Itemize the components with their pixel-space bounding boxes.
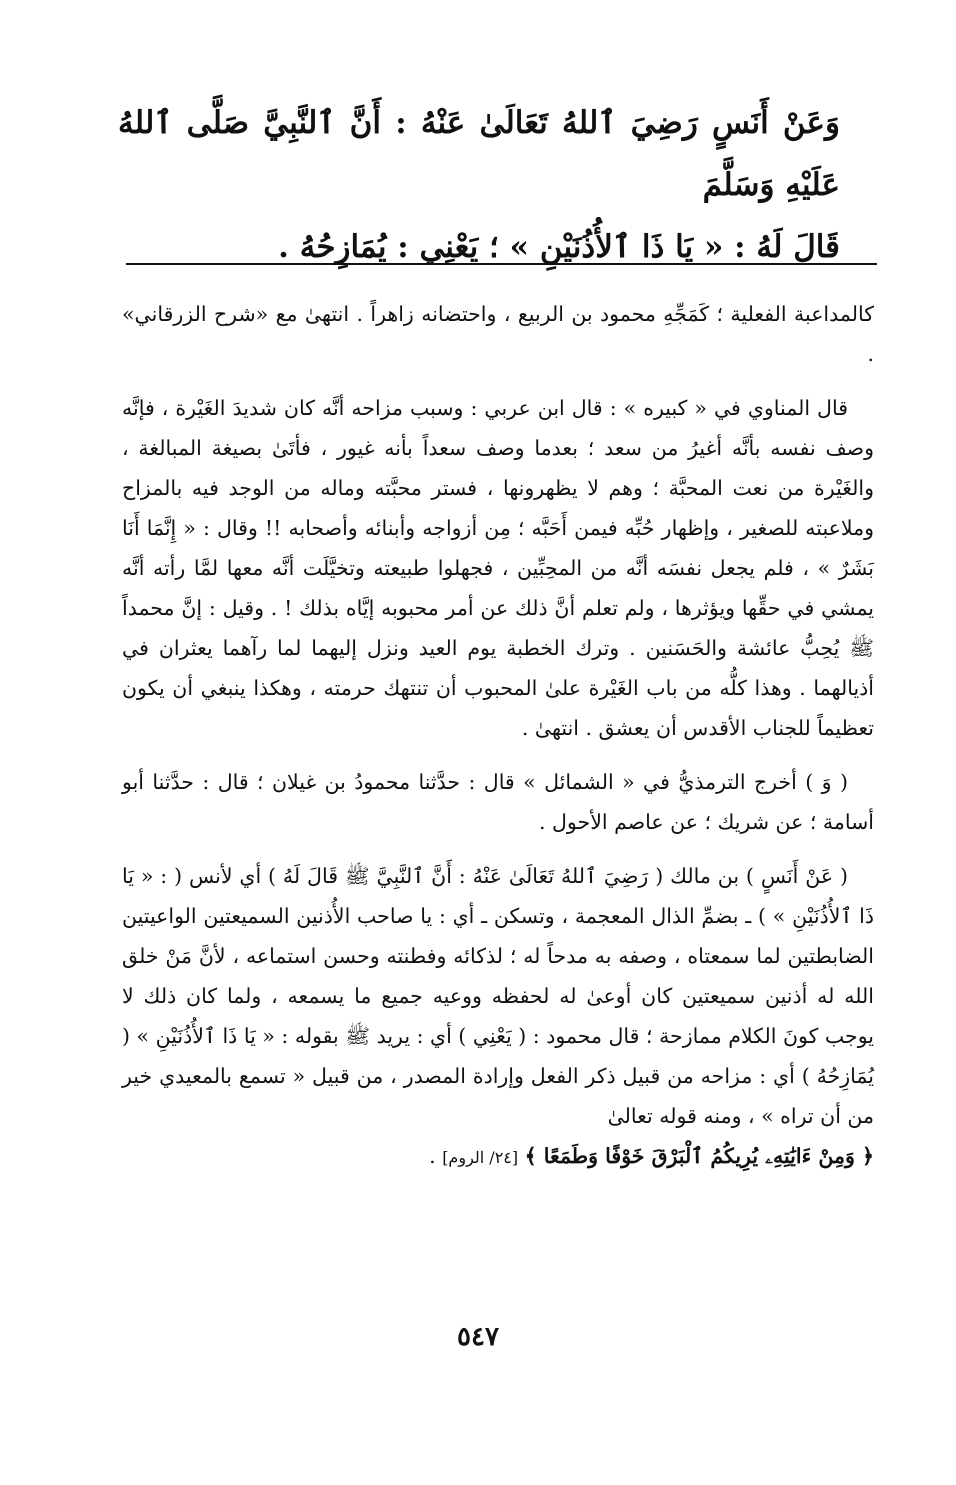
hadith-text (118, 92, 840, 278)
hadith-line-2: قَالَ لَهُ : « يَا ذَا ٱلأُذُنَيْنِ » ؛ يَعْنِي : يُمَازِحُهُ . (278, 229, 840, 265)
verse-end: . (429, 1144, 443, 1168)
commentary-paragraph-3: ( عَنْ أَنَسٍ ) بن مالك ( رَضِيَ ٱللهُ تَعَالَىٰ عَنْهُ : أَنَّ ٱلنَّبِيَّ ﷺ قَالَ لَهُ ) أي لأنس ( : « يَا ذَا ٱلأُذُنَيْنِ » ) ـ بضمِّ الذال المعجمة ، وتسكن ـ أي : يا صاحب الأُذنين السميعتين الواعيتين الضابطتين لما سمعتاه ، وصفه به مدحاً له ؛ لذكائه وفطنته وحسن استماعه ، لأنَّ مَنْ خلق الله له أذنين سميعتين كان أوعىٰ له لحفظه ووعيه جميع ما يسمعه ، ولما كان ذلك لا يوجب كونَ الكلام ممازحة ؛ قال محمود : ( يَعْنِي ) أي : يريد ﷺ بقوله : « يَا ذَا ٱلأُذُنَيْنِ » ( يُمَازِحُهُ ) أي : مزاحه من قبيل ذكر الفعل وإرادة المصدر ، من قبيل « تسمع بالمعيدي خير من أن تراه » ، ومنه قوله تعالىٰ (122, 864, 874, 1128)
commentary (122, 294, 874, 1178)
separator-rule (126, 263, 877, 265)
commentary-paragraph-2: ( وَ ) أخرج الترمذيُّ في « الشمائل » قال : حدَّثنا محمودُ بن غيلان ؛ قال : حدَّثنا أبو أسامة ؛ عن شريك ؛ عن عاصم الأحول . (122, 770, 874, 834)
quran-verse-line (122, 1136, 874, 1178)
quran-verse: ﴿ وَمِنْ ءَايَٰتِهِۦ يُرِيكُمُ ٱلْبَرْقَ خَوْفًا وَطَمَعًا ﴾ (524, 1144, 874, 1168)
hadith-line-1: وَعَنْ أَنَسٍ رَضِيَ ٱللهُ تَعَالَىٰ عَنْهُ : أَنَّ ٱلنَّبِيَّ صَلَّى ٱللهُ عَلَيْهِ وَسَلَّمَ (118, 105, 840, 203)
footnote-continuation: كالمداعبة الفعلية ؛ كَمَجِّهِ محمود بن الربيع ، واحتضانه زاهراً . انتهىٰ مع «شرح الزرقاني» . (122, 302, 874, 366)
page-number: ٥٤٧ (457, 1322, 499, 1352)
quran-reference: [٢٤/ الروم] (442, 1148, 519, 1167)
commentary-paragraph-1: قال المناوي في « كبيره » : قال ابن عربي : وسبب مزاحه أنَّه كان شديدَ الغَيْرة ، فإنَّه وصف نفسه بأنَّه أغيرُ من سعد ؛ بعدما وصف سعداً بأنه غيور ، فأتَىٰ بصيغة المبالغة ، والغَيْرة من نعت المحبَّة ؛ وهم لا يظهرونها ، فستر محبَّته وماله من الوجد فيه بالمزاح وملاعبته للصغير ، وإظهار حُبِّه فيمن أَحَبَّه ؛ مِن أزواجه وأبنائه وأصحابه !! وقال : « إِنَّمَا أَنَا بَشَرٌ » ، فلم يجعل نفسَه أنَّه من المحِبِّين ، فجهلوا طبيعته وتخيَّلَت أنَّه معها لمَّا رأته أنَّه يمشي في حقِّها ويؤثرها ، ولم تعلم أنَّ ذلك عن أمر محبوبه إيَّاه بذلك ! . وقيل : إنَّ محمداً ﷺ يُحِبُّ عائشة والحَسَنين . وترك الخطبة يوم العيد ونزل إليهما لما رآهما يعثران في أذيالهما . وهذا كلُّه من باب الغَيْرة علىٰ المحبوب أن تنتهك حرمته ، وهكذا ينبغي أن يكون تعظيماً للجناب الأقدس أن يعشق . انتهىٰ . (122, 396, 874, 740)
